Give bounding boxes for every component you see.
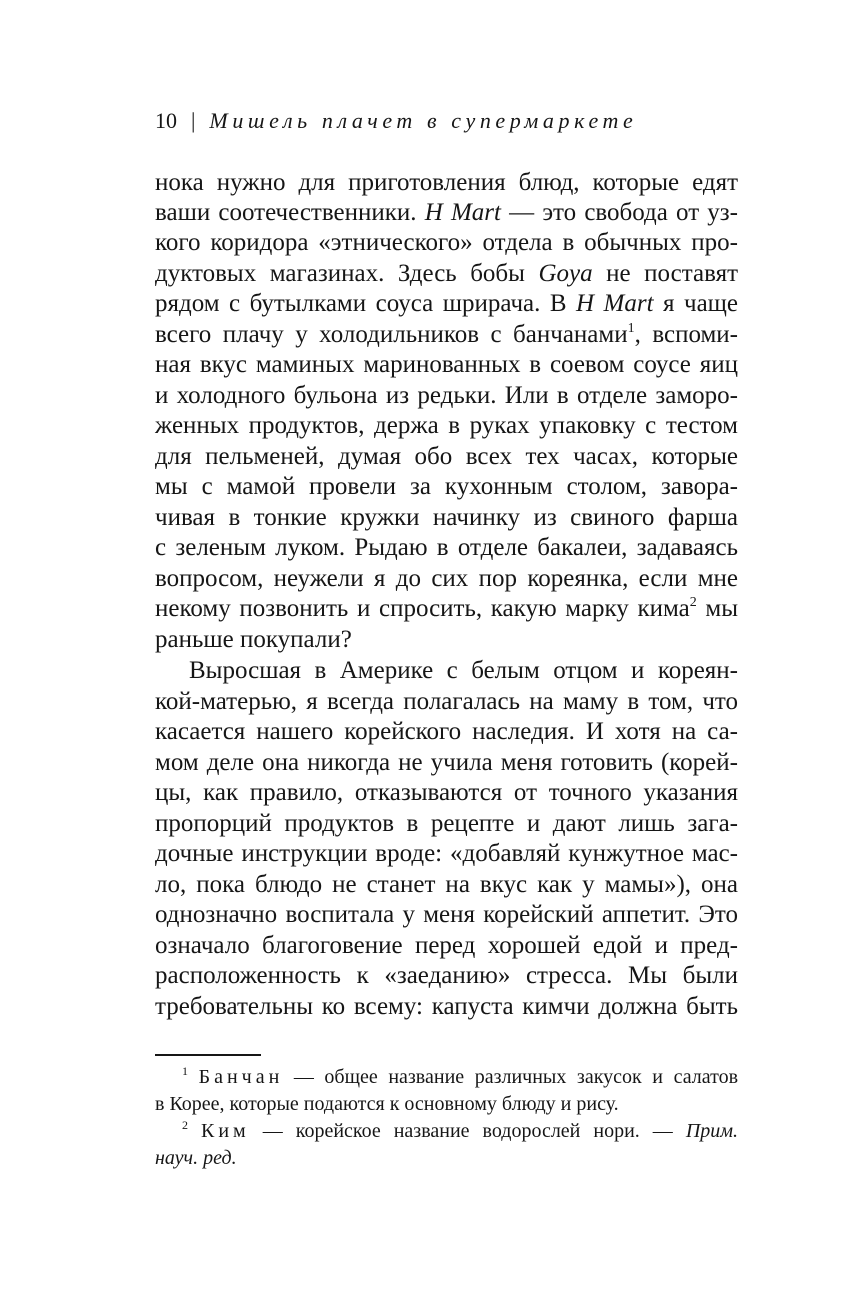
footnote-2: $^2$ Ким — корейское название водорослей нори. — Прим. xyxy=(182,1118,739,1142)
text-line: требовательны ко всему: капуста кимчи должна быть xyxy=(155,993,738,1020)
footnote-term: Ким xyxy=(201,1120,250,1142)
text-line: и холодного бульона из редьки. Или в отделе заморо- xyxy=(155,382,738,409)
text-line: нока нужно для приготовления блюд, которые едят xyxy=(155,169,738,196)
page-number: 10 xyxy=(155,108,177,133)
text-line: с зеленым луком. Рыдаю в отделе бакалеи, задаваясь xyxy=(155,534,738,561)
text-line: ло, пока блюдо не станет на вкус как у мамы»), она xyxy=(155,871,738,898)
footnote-1-cont: в Корее, которые подаются к основному блюду и рису. xyxy=(155,1093,619,1115)
text-line: кого коридора «этнического» отдела в обычных про- xyxy=(155,229,738,256)
footnote-1: $^1$ Банчан — общее название различных закусок и салатов xyxy=(182,1064,739,1088)
text-line: означало благоговение перед хорошей едой и пред- xyxy=(155,932,738,959)
text-line: вопросом, неужели я до сих пор кореянка, если мне xyxy=(155,565,738,592)
text-line: ная вкус маминых маринованных в соевом соусе яиц xyxy=(155,351,738,378)
text-line: Выросшая в Америке с белым отцом и кореян- xyxy=(189,657,738,684)
text-line: касается нашего корейского наследия. И хотя на са- xyxy=(155,718,738,745)
footnote-term: Банчан xyxy=(198,1066,284,1088)
text-line: кой-матерью, я всегда полагалась на маму в том, что xyxy=(155,688,738,715)
footnote-ref-2: 2 xyxy=(689,595,697,610)
running-header xyxy=(155,106,755,136)
text-line: рядом с бутылками соуса шрирача. В H Mart я чаще xyxy=(155,290,739,317)
text-line: пропорций продуктов в рецепте и дают лишь зага- xyxy=(155,810,738,837)
footnote-2-cont: науч. ред. xyxy=(155,1147,237,1169)
text-line: ваши соотечественники. H Mart — это свобода от уз- xyxy=(155,199,739,226)
text-line: для пельменей, думая обо всех тех часах, которые xyxy=(155,443,738,470)
text-line: чивая в тонкие кружки начинку из свиного фарша xyxy=(155,504,738,531)
text-line: всего плачу у холодильников с банчанами$^1$, вспоми- xyxy=(155,321,738,348)
header-separator: | xyxy=(191,108,196,133)
text-line: мы с мамой провели за кухонным столом, завора- xyxy=(155,473,738,500)
text-line: мом деле она никогда не учила меня готовить (корей- xyxy=(155,749,738,776)
book-title: Мишель плачет в супермаркете xyxy=(209,108,638,133)
text-line: раньше покупали? xyxy=(155,626,352,653)
footnote-ref-1: 1 xyxy=(627,321,635,336)
text-line: некому позвонить и спросить, какую марку кима$^2$ мы xyxy=(155,595,739,622)
text-line: женных продуктов, держа в руках упаковку с тестом xyxy=(155,412,738,439)
text-line: цы, как правило, отказываются от точного указания xyxy=(155,779,738,806)
text-line: дуктовых магазинах. Здесь бобы Goya не поставят xyxy=(155,260,738,287)
text-line: однозначно воспитала у меня корейский аппетит. Это xyxy=(155,901,738,928)
footnote-rule xyxy=(155,1054,261,1056)
text-line: дочные инструкции вроде: «добавляй кунжутное мас- xyxy=(155,840,738,867)
text-line: расположенность к «заеданию» стресса. Мы были xyxy=(155,962,738,989)
